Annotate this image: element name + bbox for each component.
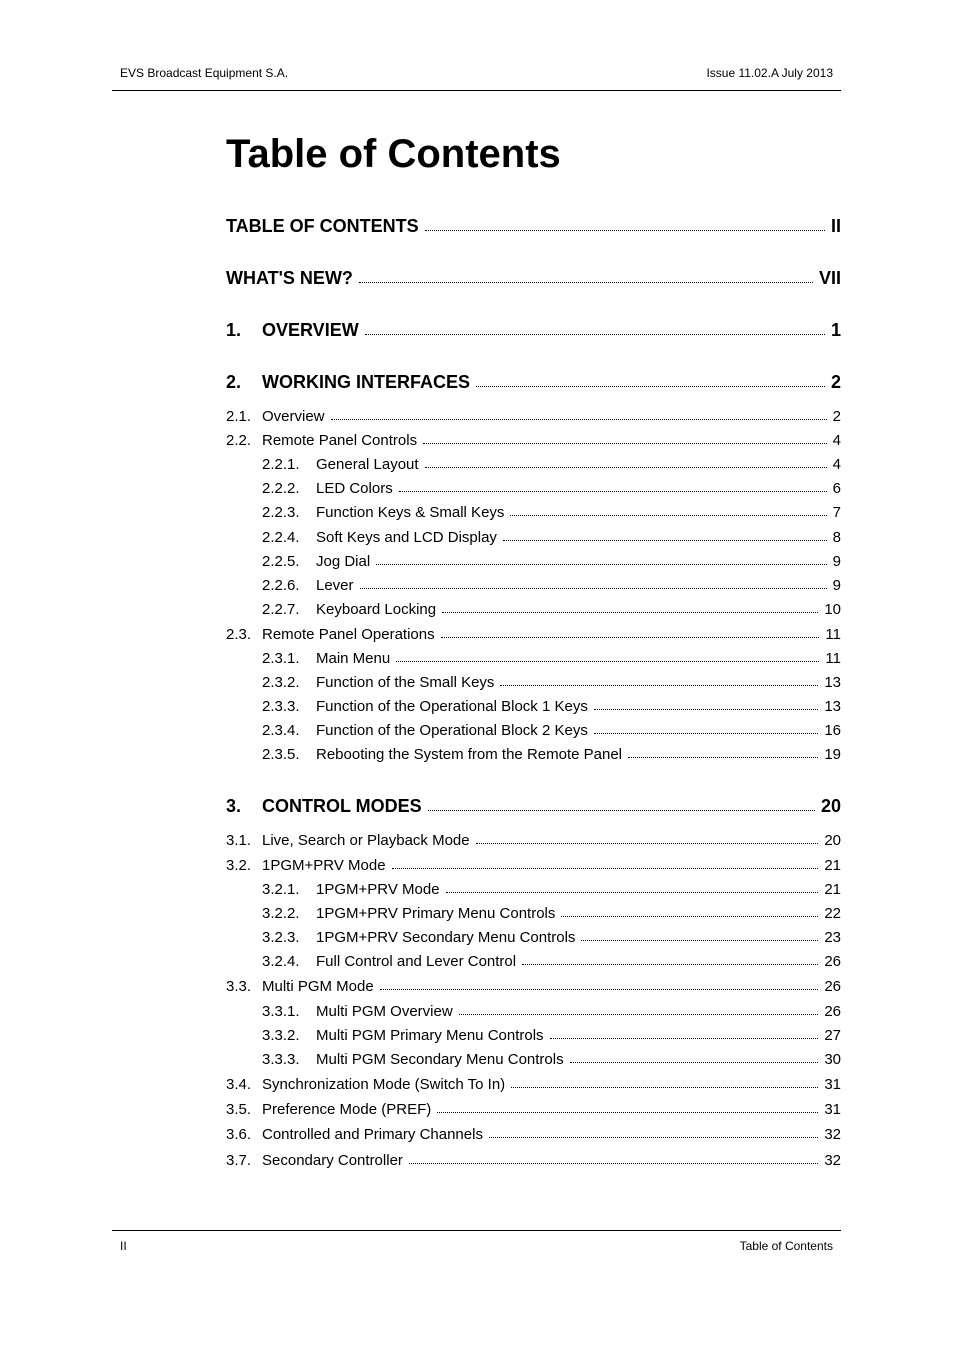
- toc-entry-label: General Layout: [316, 456, 419, 473]
- toc-entry-page: 20: [820, 796, 841, 816]
- toc-entry-page: 13: [824, 674, 841, 691]
- toc-entry[interactable]: [226, 268, 841, 294]
- toc-dot-leader: [570, 1062, 819, 1063]
- toc-entry-number: 3.3.3.: [262, 1051, 300, 1068]
- toc-entry-number: 2.3.4.: [262, 722, 300, 739]
- toc-dot-leader: [380, 989, 819, 990]
- toc-entry-number: 2.2.4.: [262, 529, 300, 546]
- toc-entry-label: Function of the Operational Block 1 Keys: [316, 698, 588, 715]
- toc-entry-label: 1PGM+PRV Secondary Menu Controls: [316, 929, 576, 946]
- toc-entry-number: 3.5.: [226, 1101, 252, 1118]
- toc-entry-label: WORKING INTERFACES: [262, 372, 471, 392]
- toc-entry-label: Remote Panel Operations: [262, 626, 435, 643]
- toc-entry-number: 3.2.4.: [262, 953, 300, 970]
- toc-dot-leader: [425, 467, 827, 468]
- toc-entry-number: 3.2.2.: [262, 905, 300, 922]
- toc-entry-number: 3.2.: [226, 857, 252, 874]
- toc-entry-label: OVERVIEW: [262, 320, 359, 340]
- toc-entry-number: 2.2.3.: [262, 504, 300, 521]
- toc-entry-label: Multi PGM Overview: [316, 1003, 453, 1020]
- toc-dot-leader: [503, 540, 827, 541]
- toc-entry-label: Controlled and Primary Channels: [262, 1126, 483, 1143]
- toc-dot-leader: [360, 588, 827, 589]
- toc-entry[interactable]: [226, 650, 841, 672]
- header-issue: Issue 11.02.A July 2013: [706, 66, 833, 80]
- toc-entry-page: 11: [825, 650, 841, 667]
- toc-entry-number: 3.3.2.: [262, 1027, 300, 1044]
- page-header: [112, 66, 841, 91]
- toc-entry-label: Multi PGM Primary Menu Controls: [316, 1027, 544, 1044]
- toc-entry-label: Live, Search or Playback Mode: [262, 832, 470, 849]
- toc-entry-label: Synchronization Mode (Switch To In): [262, 1076, 506, 1093]
- toc-entry-label: Soft Keys and LCD Display: [316, 529, 497, 546]
- toc-entry-page: 31: [824, 1101, 841, 1118]
- toc-dot-leader: [594, 733, 818, 734]
- toc-entry-number: 2.3.3.: [262, 698, 300, 715]
- toc-entry-label: WHAT'S NEW?: [226, 268, 353, 288]
- toc-entry-label: Lever: [316, 577, 354, 594]
- toc-entry-number: 2.2.1.: [262, 456, 300, 473]
- toc-dot-leader: [442, 612, 818, 613]
- toc-entry-label: Overview: [262, 408, 325, 425]
- toc-entry-page: 9: [832, 553, 841, 570]
- toc-entry-page: 32: [824, 1152, 841, 1169]
- toc-entry-page: 2: [832, 408, 841, 425]
- toc-dot-leader: [476, 386, 825, 387]
- toc-entry-page: 10: [824, 601, 841, 618]
- toc-entry-number: 3.4.: [226, 1076, 252, 1093]
- toc-dot-leader: [561, 916, 818, 917]
- toc-entry-label: Full Control and Lever Control: [316, 953, 517, 970]
- toc-entry-page: 4: [832, 456, 841, 473]
- page-footer: [112, 1230, 841, 1255]
- toc-entry[interactable]: [226, 320, 841, 346]
- toc-dot-leader: [446, 892, 819, 893]
- toc-entry-number: 2.2.6.: [262, 577, 300, 594]
- toc-entry[interactable]: [226, 1051, 841, 1073]
- toc-dot-leader: [331, 419, 827, 420]
- toc-entry[interactable]: [226, 881, 841, 903]
- toc-entry[interactable]: [226, 372, 841, 398]
- toc-entry-page: 32: [824, 1126, 841, 1143]
- toc-entry-page: 6: [832, 480, 841, 497]
- toc-entry[interactable]: [226, 698, 841, 720]
- toc-entry-page: 4: [832, 432, 841, 449]
- toc-entry-label: 1PGM+PRV Primary Menu Controls: [316, 905, 556, 922]
- toc-entry-page: 2: [830, 372, 841, 392]
- footer-page-number: II: [120, 1239, 127, 1253]
- toc-entry-number: 2.2.7.: [262, 601, 300, 618]
- toc-entry[interactable]: [226, 529, 841, 551]
- toc-entry-label: 1PGM+PRV Mode: [316, 881, 440, 898]
- toc-entry-label: Preference Mode (PREF): [262, 1101, 432, 1118]
- toc-dot-leader: [522, 964, 818, 965]
- toc-entry-page: 16: [824, 722, 841, 739]
- toc-entry-label: Multi PGM Mode: [262, 978, 374, 995]
- toc-dot-leader: [359, 282, 813, 283]
- toc-dot-leader: [581, 940, 818, 941]
- toc-dot-leader: [376, 564, 826, 565]
- toc-entry-number: 3.1.: [226, 832, 252, 849]
- toc-entry[interactable]: [226, 456, 841, 478]
- toc-entry-number: 2.3.2.: [262, 674, 300, 691]
- toc-entry[interactable]: [226, 796, 841, 822]
- toc-entry-label: Main Menu: [316, 650, 391, 667]
- toc-entry[interactable]: [226, 674, 841, 696]
- toc-entry-label: LED Colors: [316, 480, 393, 497]
- toc-entry[interactable]: [226, 1126, 841, 1148]
- toc-entry-page: 22: [824, 905, 841, 922]
- toc-entry[interactable]: [226, 553, 841, 575]
- toc-entry-page: 23: [824, 929, 841, 946]
- toc-entry-label: Rebooting the System from the Remote Panel: [316, 746, 622, 763]
- toc-dot-leader: [489, 1137, 818, 1138]
- toc-entry[interactable]: [226, 408, 841, 430]
- toc-entry-number: 2.3.: [226, 626, 252, 643]
- toc-dot-leader: [500, 685, 818, 686]
- toc-entry[interactable]: [226, 1152, 841, 1174]
- toc-entry[interactable]: [226, 216, 841, 242]
- toc-entry-page: 21: [824, 881, 841, 898]
- toc-entry[interactable]: [226, 832, 841, 854]
- toc-entry-label: Secondary Controller: [262, 1152, 403, 1169]
- toc-entry-number: 2.2.5.: [262, 553, 300, 570]
- toc-entry-number: 3.3.1.: [262, 1003, 300, 1020]
- toc-entry-number: 3.2.1.: [262, 881, 300, 898]
- toc-dot-leader: [392, 868, 819, 869]
- toc-entry-page: 26: [824, 1003, 841, 1020]
- toc-dot-leader: [399, 491, 827, 492]
- toc-entry-label: Remote Panel Controls: [262, 432, 418, 449]
- toc-entry-page: 19: [824, 746, 841, 763]
- toc-entry[interactable]: [226, 626, 841, 648]
- toc-entry-number: 2.: [226, 372, 242, 392]
- toc-dot-leader: [628, 757, 818, 758]
- toc-dot-leader: [550, 1038, 819, 1039]
- toc-entry-page: 31: [824, 1076, 841, 1093]
- toc-entry-page: 9: [832, 577, 841, 594]
- toc-dot-leader: [409, 1163, 818, 1164]
- toc-dot-leader: [476, 843, 819, 844]
- toc-entry-page: 13: [824, 698, 841, 715]
- toc-entry-label: Keyboard Locking: [316, 601, 437, 618]
- toc-entry-number: 2.3.5.: [262, 746, 300, 763]
- toc-dot-leader: [510, 515, 826, 516]
- toc-entry[interactable]: [226, 577, 841, 599]
- toc-entry-page: 7: [832, 504, 841, 521]
- toc-entry[interactable]: [226, 480, 841, 502]
- toc-entry-page: 11: [825, 626, 841, 643]
- toc-entry-number: 3.6.: [226, 1126, 252, 1143]
- toc-entry-label: Function Keys & Small Keys: [316, 504, 505, 521]
- toc-dot-leader: [425, 230, 825, 231]
- toc-entry-number: 3.: [226, 796, 242, 816]
- toc-dot-leader: [437, 1112, 818, 1113]
- toc-entry-label: 1PGM+PRV Mode: [262, 857, 386, 874]
- toc-entry-number: 2.2.2.: [262, 480, 300, 497]
- toc-entry-page: 27: [824, 1027, 841, 1044]
- toc-entry[interactable]: [226, 857, 841, 879]
- toc-entry[interactable]: [226, 929, 841, 951]
- toc-entry[interactable]: [226, 601, 841, 623]
- toc-dot-leader: [511, 1087, 818, 1088]
- toc-entry-page: 26: [824, 978, 841, 995]
- toc-entry[interactable]: [226, 953, 841, 975]
- toc-entry-label: Function of the Small Keys: [316, 674, 495, 691]
- page-title: Table of Contents: [226, 132, 561, 176]
- toc-entry-page: 1: [830, 320, 841, 340]
- header-company: EVS Broadcast Equipment S.A.: [120, 66, 289, 80]
- toc-entry-label: TABLE OF CONTENTS: [226, 216, 419, 236]
- toc-entry-label: CONTROL MODES: [262, 796, 422, 816]
- toc-entry-number: 2.2.: [226, 432, 252, 449]
- toc-entry-page: 8: [832, 529, 841, 546]
- toc-entry-label: Jog Dial: [316, 553, 371, 570]
- toc-dot-leader: [459, 1014, 819, 1015]
- toc-entry[interactable]: [226, 978, 841, 1000]
- footer-section-title: Table of Contents: [739, 1239, 833, 1253]
- toc-entry-number: 3.7.: [226, 1152, 252, 1169]
- toc-entry-number: 2.3.1.: [262, 650, 300, 667]
- toc-entry[interactable]: [226, 1101, 841, 1123]
- toc-entry-label: Multi PGM Secondary Menu Controls: [316, 1051, 564, 1068]
- toc-entry-page: VII: [818, 268, 841, 288]
- toc-entry[interactable]: [226, 504, 841, 526]
- toc-entry-number: 1.: [226, 320, 242, 340]
- toc-entry-number: 3.3.: [226, 978, 252, 995]
- toc-entry-page: 20: [824, 832, 841, 849]
- toc-dot-leader: [441, 637, 820, 638]
- toc-entry-label: Function of the Operational Block 2 Keys: [316, 722, 588, 739]
- toc-entry-page: 30: [824, 1051, 841, 1068]
- toc-entry-number: 2.1.: [226, 408, 252, 425]
- toc-dot-leader: [365, 334, 825, 335]
- toc-entry[interactable]: [226, 1003, 841, 1025]
- toc-entry-page: 21: [824, 857, 841, 874]
- toc-entry-page: II: [830, 216, 841, 236]
- toc-entry-page: 26: [824, 953, 841, 970]
- toc-entry[interactable]: [226, 432, 841, 454]
- toc-entry-number: 3.2.3.: [262, 929, 300, 946]
- toc-dot-leader: [594, 709, 818, 710]
- toc-dot-leader: [428, 810, 815, 811]
- toc-entry[interactable]: [226, 746, 841, 768]
- toc-entry[interactable]: [226, 1027, 841, 1049]
- toc-dot-leader: [396, 661, 819, 662]
- toc-dot-leader: [423, 443, 827, 444]
- toc-entry[interactable]: [226, 905, 841, 927]
- toc-entry[interactable]: [226, 1076, 841, 1098]
- toc-entry[interactable]: [226, 722, 841, 744]
